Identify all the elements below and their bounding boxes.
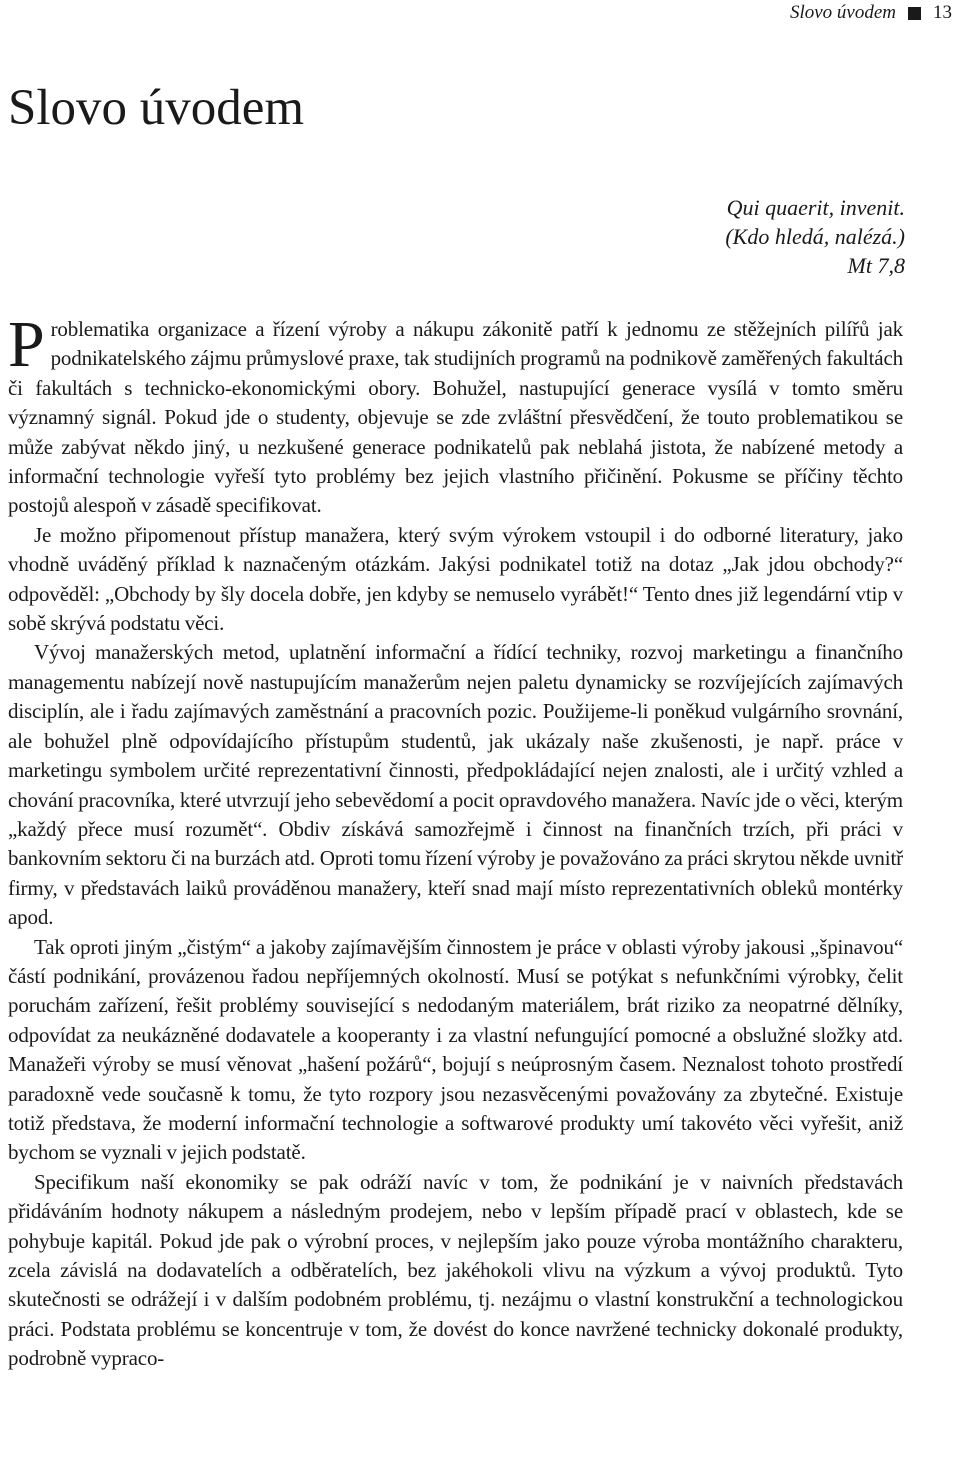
epigraph-czech: (Kdo hledá, nalézá.) <box>725 224 905 249</box>
epigraph-latin: Qui quaerit, invenit. <box>726 195 905 220</box>
page-number: 13 <box>933 2 952 23</box>
epigraph-source: Mt 7,8 <box>847 253 905 278</box>
paragraph-1 <box>8 308 903 521</box>
paragraph-4: Tak oproti jiným „čistým“ a jakoby zajímavějším činnostem je práce v oblasti výroby jakousi „špinavou“ částí podnikání, provázenou řadou nepříjemných okolností. Musí se potýkat s nefunkčními výrobky, čelit poruchám zařízení, řešit problémy související s nedodaným materiálem, brát riziko za neopatrné dělníky, odpovídat za neukázněné dodavatele a kooperanty i za vlastní nefungující pomocné a obslužné složky atd. Manažeři výroby se musí věnovat „hašení požárů“, bojují s neúprosným časem. Neznalost tohoto prostředí paradoxně vede současně k tomu, že tyto rozpory jsou nezasvěcenými považovány za zbytečné. Existuje totiž představa, že moderní informační technologie a softwarové produkty umí takovéto věci vyřešit, aniž bychom se vyznali v jejich podstatě. <box>8 934 903 1165</box>
paragraph-2: Je možno připomenout přístup manažera, který svým výrokem vstoupil i do odborné literatury, jako vhodně uváděný příklad k naznačeným otázkám. Jakýsi podnikatel totiž na dotaz „Jak jdou obchody?“ odpověděl: „Obchody by šly docela dobře, jen kdyby se nemuselo vyrábět!“ Tento dnes již legendární vtip v sobě skrývá podstatu věci. <box>8 522 903 636</box>
chapter-title: Slovo úvodem <box>8 80 305 136</box>
epigraph <box>725 193 905 280</box>
paragraph-1-text: roblematika organizace a řízení výroby a nákupu zákonitě patří k jednomu ze stěžejních pilířů jak podnikatelského zájmu průmyslové praxe, tak studijních programů na podnikově zaměřených fakultách či fakultách s technicko-ekonomickými obory. Bohužel, nastupující generace vysílá v tomto směru významný signál. Pokud jde o studenty, objevuje se zde zvláštní přesvědčení, že touto problematikou se může zabývat někdo jiný, u nezkušené generace podnikatelů pak neblahá jistota, že nabízené metody a informační technologie vyřeší tyto problémy bez jejich vlastního přičinění. Pokusme se příčiny těchto postojů alespoň v zásadě specifikovat. <box>8 317 903 518</box>
drop-cap: P <box>8 308 45 381</box>
paragraph-5: Specifikum naší ekonomiky se pak odráží navíc v tom, že podnikání je v naivních představách přidáváním hodnoty nákupem a následným prodejem, nebo v lepším případě prací v oblastech, kde se pohybuje kapitál. Pokud jde pak o výrobní proces, v nejlepším jako pouze výroba montážního charakteru, zcela závislá na dodavatelích a odběratelích, bez jakéhokoli vlivu na výzkum a vývoj produktů. Tyto skutečnosti se odrážejí i v dalším podobném problému, tj. nezájmu o vlastní konstrukční a technologickou práci. Podstata problému se koncentruje v tom, že dovést do konce navržené technicky dokonalé produkty, podrobně vypraco- <box>8 1169 903 1371</box>
running-head <box>790 2 952 24</box>
paragraph-3: Vývoj manažerských metod, uplatnění informační a řídící techniky, rozvoj marketingu a finančního managementu nabízejí nově nastupujícím manažerům nejen paletu dynamicky se rozvíjejících zajímavých disciplín, ale i řadu zajímavých zaměstnání a pracovních pozic. Použijeme-li poněkud vulgárního srovnání, ale bohužel plně odpovídajícího přístupům studentů, jak ukázaly naše zkušenosti, je např. práce v marketingu symbolem určité reprezentativní činnosti, předpokládající nejen znalosti, ale i určitý vzhled a chování pracovníka, které utvrzují jeho sebevědomí a pocit opravdového manažera. Navíc jde o věci, kterým „každý přece musí rozumět“. Obdiv získává samozřejmě i činnost na finančních trzích, při práci v bankovním sektoru či na burzách atd. Oproti tomu řízení výroby je považováno za práci skrytou někde uvnitř firmy, v představách laiků prováděnou manažery, kteří snad mají místo reprezentativních obleků montérky apod. <box>8 640 903 930</box>
running-head-title: Slovo úvodem <box>789 2 896 23</box>
body-text <box>8 308 903 1374</box>
square-bullet-icon <box>908 7 921 20</box>
